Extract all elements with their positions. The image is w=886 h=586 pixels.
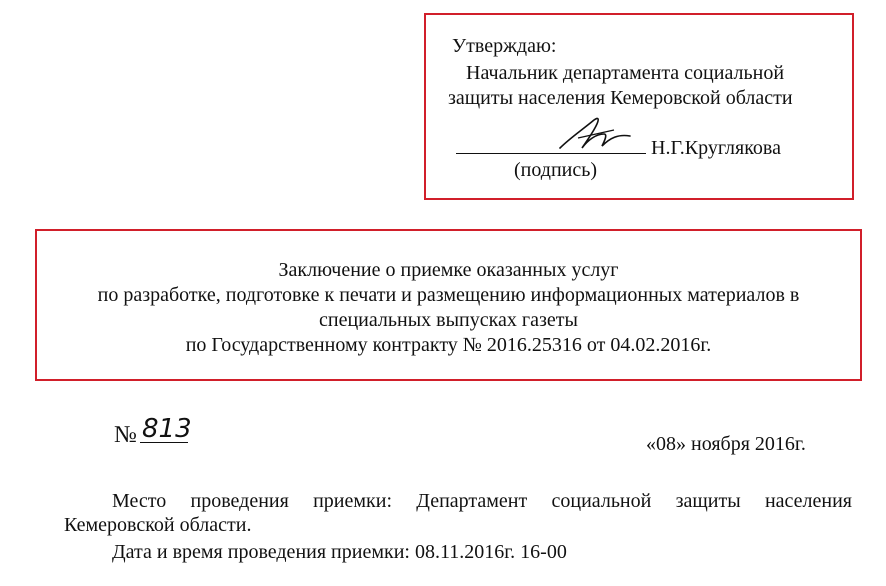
doc-number-underline — [140, 442, 188, 443]
signature-image — [552, 108, 642, 158]
approver-name: Н.Г.Круглякова — [651, 137, 781, 159]
title-line4: по Государственному контракту № 2016.25316 от 04.02.2016г. — [185, 334, 712, 356]
place-line1: Место проведения приемки: Департамент социальной защиты населения — [112, 490, 852, 512]
doc-number-prefix: № — [114, 422, 137, 448]
document-date: «08» ноября 2016г. — [646, 433, 806, 455]
place-line2: Кемеровской области. — [64, 514, 252, 536]
signature-caption: (подпись) — [514, 159, 598, 181]
doc-number-value: 813 — [142, 414, 192, 444]
approval-position-line1: Начальник департамента социальной — [466, 62, 785, 84]
title-line3: специальных выпусках газеты — [319, 309, 578, 331]
title-line2: по разработке, подготовке к печати и размещению информационных материалов в — [97, 284, 800, 306]
datetime-line: Дата и время проведения приемки: 08.11.2016г. 16-00 — [112, 541, 567, 563]
approval-heading: Утверждаю: — [452, 35, 557, 57]
approval-position-line2: защиты населения Кемеровской области — [448, 87, 793, 109]
title-line1: Заключение о приемке оказанных услуг — [278, 259, 619, 281]
